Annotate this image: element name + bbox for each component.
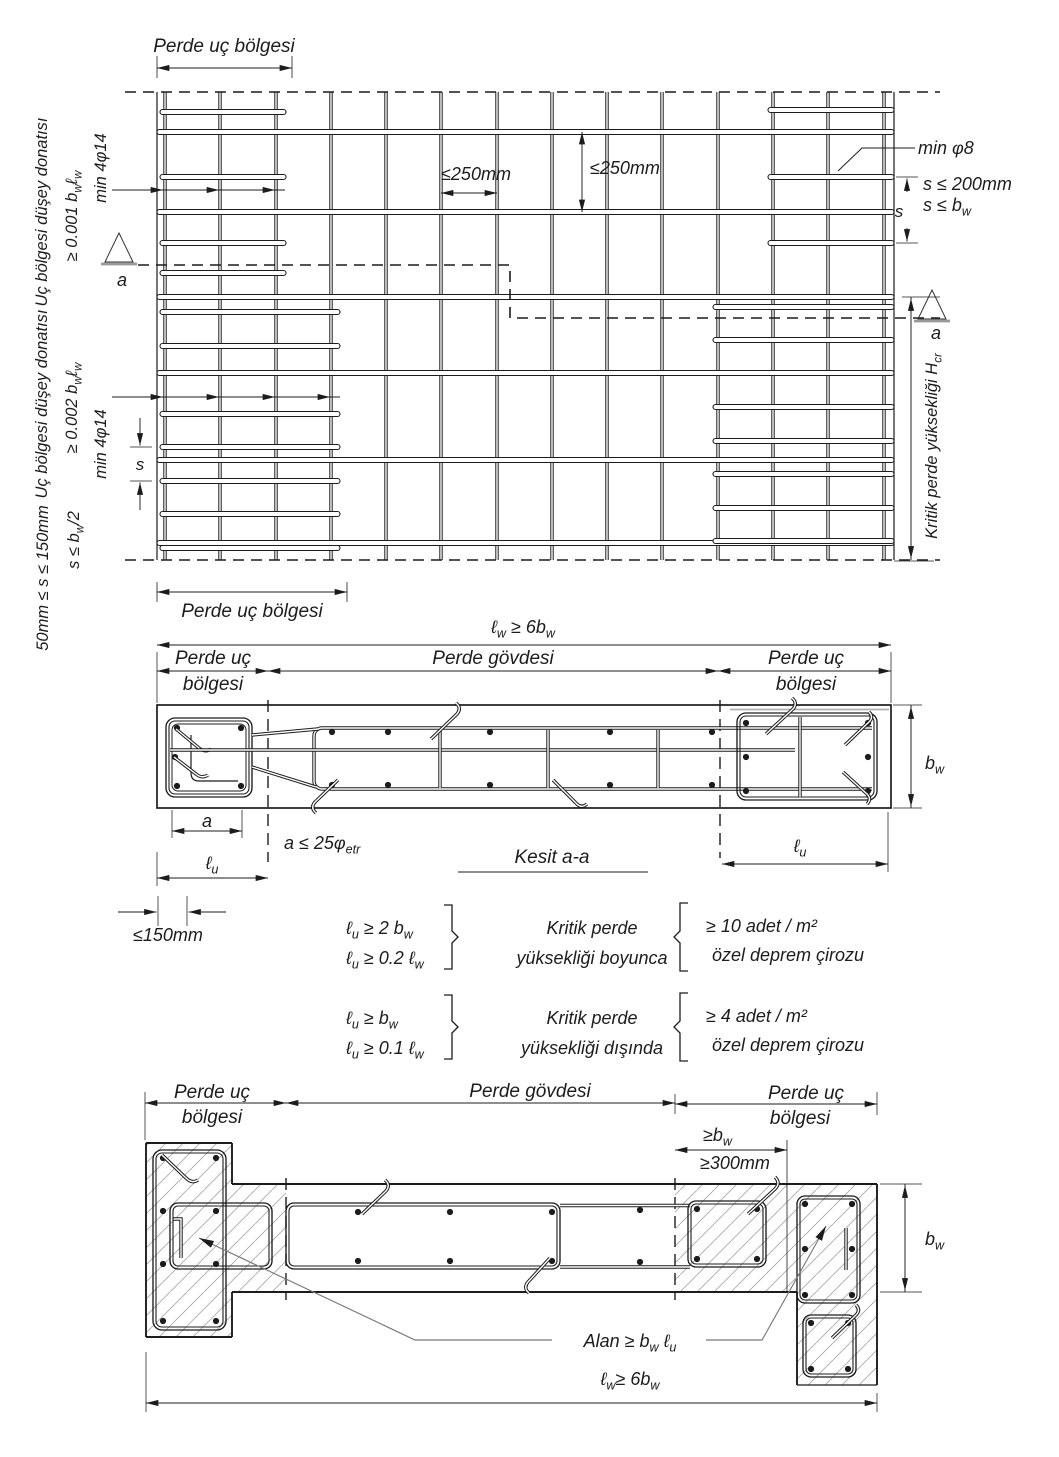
rebar-dot — [849, 1201, 855, 1207]
end-zone-hoop-bar — [160, 412, 340, 417]
right-end-hoop — [737, 713, 877, 800]
elev-bottom-end-zone-label: Perde uç bölgesi — [181, 601, 323, 622]
elev-endzone-title-mid: Uç bölgesi düşey donatısı — [33, 309, 51, 499]
opening-brace — [674, 993, 688, 1061]
end-zone-hoop-bar — [768, 241, 894, 246]
end-zone-hoop-bar — [160, 344, 340, 349]
hatched-end-region — [675, 1184, 877, 1385]
sect-lu-left-label: ℓ$_u$ — [205, 853, 219, 877]
rule2-condition-1: Kritik perde — [546, 1008, 638, 1028]
end-zone-hoop-bar — [713, 472, 894, 477]
rule2-formula-1: ℓ$_u$ ≥ $b_w$ — [346, 1008, 398, 1032]
horizontal-web-bar — [157, 458, 894, 463]
end-zone-hoop-bar — [713, 439, 894, 444]
elev-s-right-label: s — [894, 202, 904, 221]
sect-lu-right-label: ℓ$_u$ — [793, 836, 807, 860]
plan-flanged-wall-drawing — [145, 1092, 922, 1412]
rule2-formula-2: ℓ$_u$ ≥ 0.1 ℓ$_w$ — [346, 1038, 424, 1062]
sect-a-dim-label: a — [201, 811, 213, 831]
end-zone-hoop-bar — [713, 338, 894, 343]
crosstie-hook — [553, 780, 587, 806]
rebar-dot — [694, 1206, 700, 1212]
plan-ext-width-label-2: ≥300mm — [700, 1153, 770, 1173]
rebar-dot — [487, 729, 493, 735]
rebar-dot — [213, 1155, 219, 1161]
elevation-drawing — [101, 56, 950, 602]
plan-right-zone-label-1: Perde uç — [767, 1083, 845, 1104]
rebar-dot — [355, 1209, 361, 1215]
rule1-formula-1: ℓ$_u$ ≥ 2 $b_w$ — [346, 918, 413, 942]
plan-left-zone-label-1: Perde uç — [173, 1082, 251, 1103]
elev-endzone-amount-top: ≥ 0.001 $b_w\ell_w$ — [63, 170, 85, 262]
end-zone-hoop-bar — [160, 479, 340, 484]
plan-length-dim-label: ℓ$_w$≥ $6b_w$ — [600, 1369, 660, 1393]
horizontal-web-bar — [157, 210, 894, 215]
sect-edge-dim-label: ≤150mm — [133, 925, 203, 945]
elev-min-phi8-label: min φ8 — [918, 138, 974, 158]
crosstie-hook — [526, 1258, 550, 1293]
rule2-quantity-2: özel deprem çirozu — [712, 1035, 865, 1055]
rebar-dot — [754, 1256, 760, 1262]
rebar-dot — [607, 729, 613, 735]
rebar-dot — [213, 1208, 219, 1214]
opening-brace — [674, 903, 688, 971]
end-zone-hoop-bar — [160, 271, 286, 276]
end-zone-hoop-bar — [160, 175, 286, 180]
end-zone-hoop-bar — [713, 405, 894, 410]
sect-title: Kesit a-a — [514, 847, 590, 868]
sect-right-zone-label-2: bölgesi — [775, 674, 837, 695]
horizontal-web-bar — [157, 371, 894, 376]
web-panel-hoop — [289, 1206, 557, 1266]
elev-endzone-min-top: min 4φ14 — [92, 133, 110, 203]
rebar-dot — [808, 1366, 814, 1372]
rebar-dot — [802, 1201, 808, 1207]
rebar-dot — [213, 1318, 219, 1324]
rule2-condition-2: yüksekliği dışında — [520, 1038, 664, 1058]
rebar-dot — [160, 1318, 166, 1324]
web-panel-cap — [314, 728, 322, 789]
elev-s-rule2-label: $s \le b_w$ — [923, 195, 972, 219]
rule1-condition-1: Kritik perde — [546, 918, 638, 938]
plan-left-zone-label-2: bölgesi — [181, 1107, 243, 1128]
rebar-dot — [849, 1292, 855, 1298]
elev-endzone-amount-mid: ≥ 0.002 $b_w\ell_w$ — [63, 362, 85, 454]
rule1-condition-2: yüksekliği boyunca — [516, 948, 668, 968]
elev-hoop-spacing-rule1: 50mm ≤ s ≤ 150mm — [34, 505, 52, 651]
hatched-end-region — [146, 1143, 286, 1337]
end-zone-hoop-bar — [160, 445, 340, 450]
elev-s-left-label: s — [135, 455, 145, 474]
rebar-dot — [743, 788, 749, 794]
rebar-dot — [743, 720, 749, 726]
rebar-dot — [607, 782, 613, 788]
rebar-dot — [849, 1246, 855, 1252]
elev-critical-height-label: Kritik perde yüksekliği $H_{cr}$ — [923, 353, 945, 539]
elev-endzone-min-mid: min 4φ14 — [92, 409, 110, 479]
rebar-dot — [637, 1259, 643, 1265]
end-zone-hoop-bar — [713, 506, 894, 511]
sect-left-zone-label-2: bölgesi — [182, 674, 244, 695]
horizontal-web-bar — [157, 130, 894, 135]
rebar-dot — [709, 729, 715, 735]
end-zone-hoop-bar — [160, 110, 286, 115]
horizontal-web-bar — [157, 295, 894, 300]
elev-vertical-spacing-label: ≤250mm — [590, 158, 660, 178]
rebar-dot — [865, 754, 871, 760]
elev-s-rule1-label: s ≤ 200mm — [923, 174, 1012, 194]
rule1-quantity-1: ≥ 10 adet / m² — [706, 916, 817, 936]
rebar-dot — [329, 729, 335, 735]
plan-web-label: Perde gövdesi — [469, 1081, 591, 1102]
end-zone-hoop-bar — [713, 539, 894, 544]
plan-area-rule-label: Alan ≥ $b_w$ ℓ$_u$ — [583, 1331, 677, 1355]
rebar-dot — [385, 729, 391, 735]
rebar-dot — [808, 1320, 814, 1326]
plan-thickness-label: $b_w$ — [925, 1229, 945, 1253]
elev-horizontal-spacing-label: ≤250mm — [441, 164, 511, 184]
path — [252, 767, 316, 787]
rebar-dot — [447, 1209, 453, 1215]
section-cut-triangle-left — [105, 233, 133, 262]
plan-ext-width-label-1: $\ge b_w$ — [703, 1125, 732, 1149]
closing-brace — [444, 905, 458, 969]
end-zone-hoop-bar — [768, 175, 894, 180]
rebar-dot — [743, 754, 749, 760]
seismic-hook — [176, 729, 211, 751]
rebar-dot — [355, 1258, 361, 1264]
crosstie-hook — [431, 703, 459, 739]
crosstie-hook — [362, 1180, 388, 1214]
rebar-dot — [802, 1292, 808, 1298]
end-zone-hoop-bar — [713, 305, 894, 310]
rebar-dot — [238, 725, 244, 731]
sect-thickness-label: $b_w$ — [925, 753, 945, 777]
elev-endzone-title-top: Uç bölgesi düşey donatısı — [33, 117, 51, 307]
sect-left-zone-label-1: Perde uç — [174, 648, 252, 669]
rebar-dot — [802, 1246, 808, 1252]
sect-right-zone-label-1: Perde uç — [767, 648, 845, 669]
rebar-dot — [447, 1258, 453, 1264]
rebar-dot — [709, 782, 715, 788]
rebar-dot — [487, 782, 493, 788]
rebar-dot — [385, 782, 391, 788]
closing-brace — [444, 995, 458, 1059]
end-zone-hoop-bar — [160, 241, 286, 246]
rule2-quantity-1: ≥ 4 adet / m² — [706, 1006, 807, 1026]
sect-length-dim-label: ℓ$_w$ ≥ $6b_w$ — [491, 617, 555, 641]
rebar-dot — [160, 1208, 166, 1214]
rebar-dot — [174, 783, 180, 789]
plan-right-zone-label-2: bölgesi — [769, 1108, 831, 1129]
rebar-dot — [694, 1256, 700, 1262]
rule1-formula-2: ℓ$_u$ ≥ 0.2 ℓ$_w$ — [346, 948, 424, 972]
web-panel-hoop — [286, 1203, 560, 1269]
end-zone-hoop-bar — [160, 546, 340, 551]
rebar-dot — [549, 1209, 555, 1215]
rebar-dot — [160, 1261, 166, 1267]
section-cut-triangle-right — [918, 290, 946, 319]
path — [252, 729, 318, 735]
elev-section-mark-left: a — [116, 270, 128, 290]
rebar-dot — [637, 1207, 643, 1213]
end-zone-hoop-bar — [160, 512, 340, 517]
elev-top-end-zone-label: Perde uç bölgesi — [153, 36, 295, 57]
sect-web-label: Perde gövdesi — [432, 648, 554, 669]
end-zone-hoop-bar — [160, 310, 340, 315]
min-phi8-leader — [838, 148, 915, 171]
sect-a-rule-label: $a \le 25\varphi_{etr}$ — [284, 833, 361, 857]
elev-hoop-spacing-rule2: $s \le b_w/2$ — [65, 511, 87, 569]
rebar-dot — [238, 783, 244, 789]
end-zone-hoop-bar — [768, 108, 894, 113]
elev-section-mark-right: a — [930, 323, 942, 343]
rule1-quantity-2: özel deprem çirozu — [712, 945, 865, 965]
rebar-dot — [845, 1366, 851, 1372]
